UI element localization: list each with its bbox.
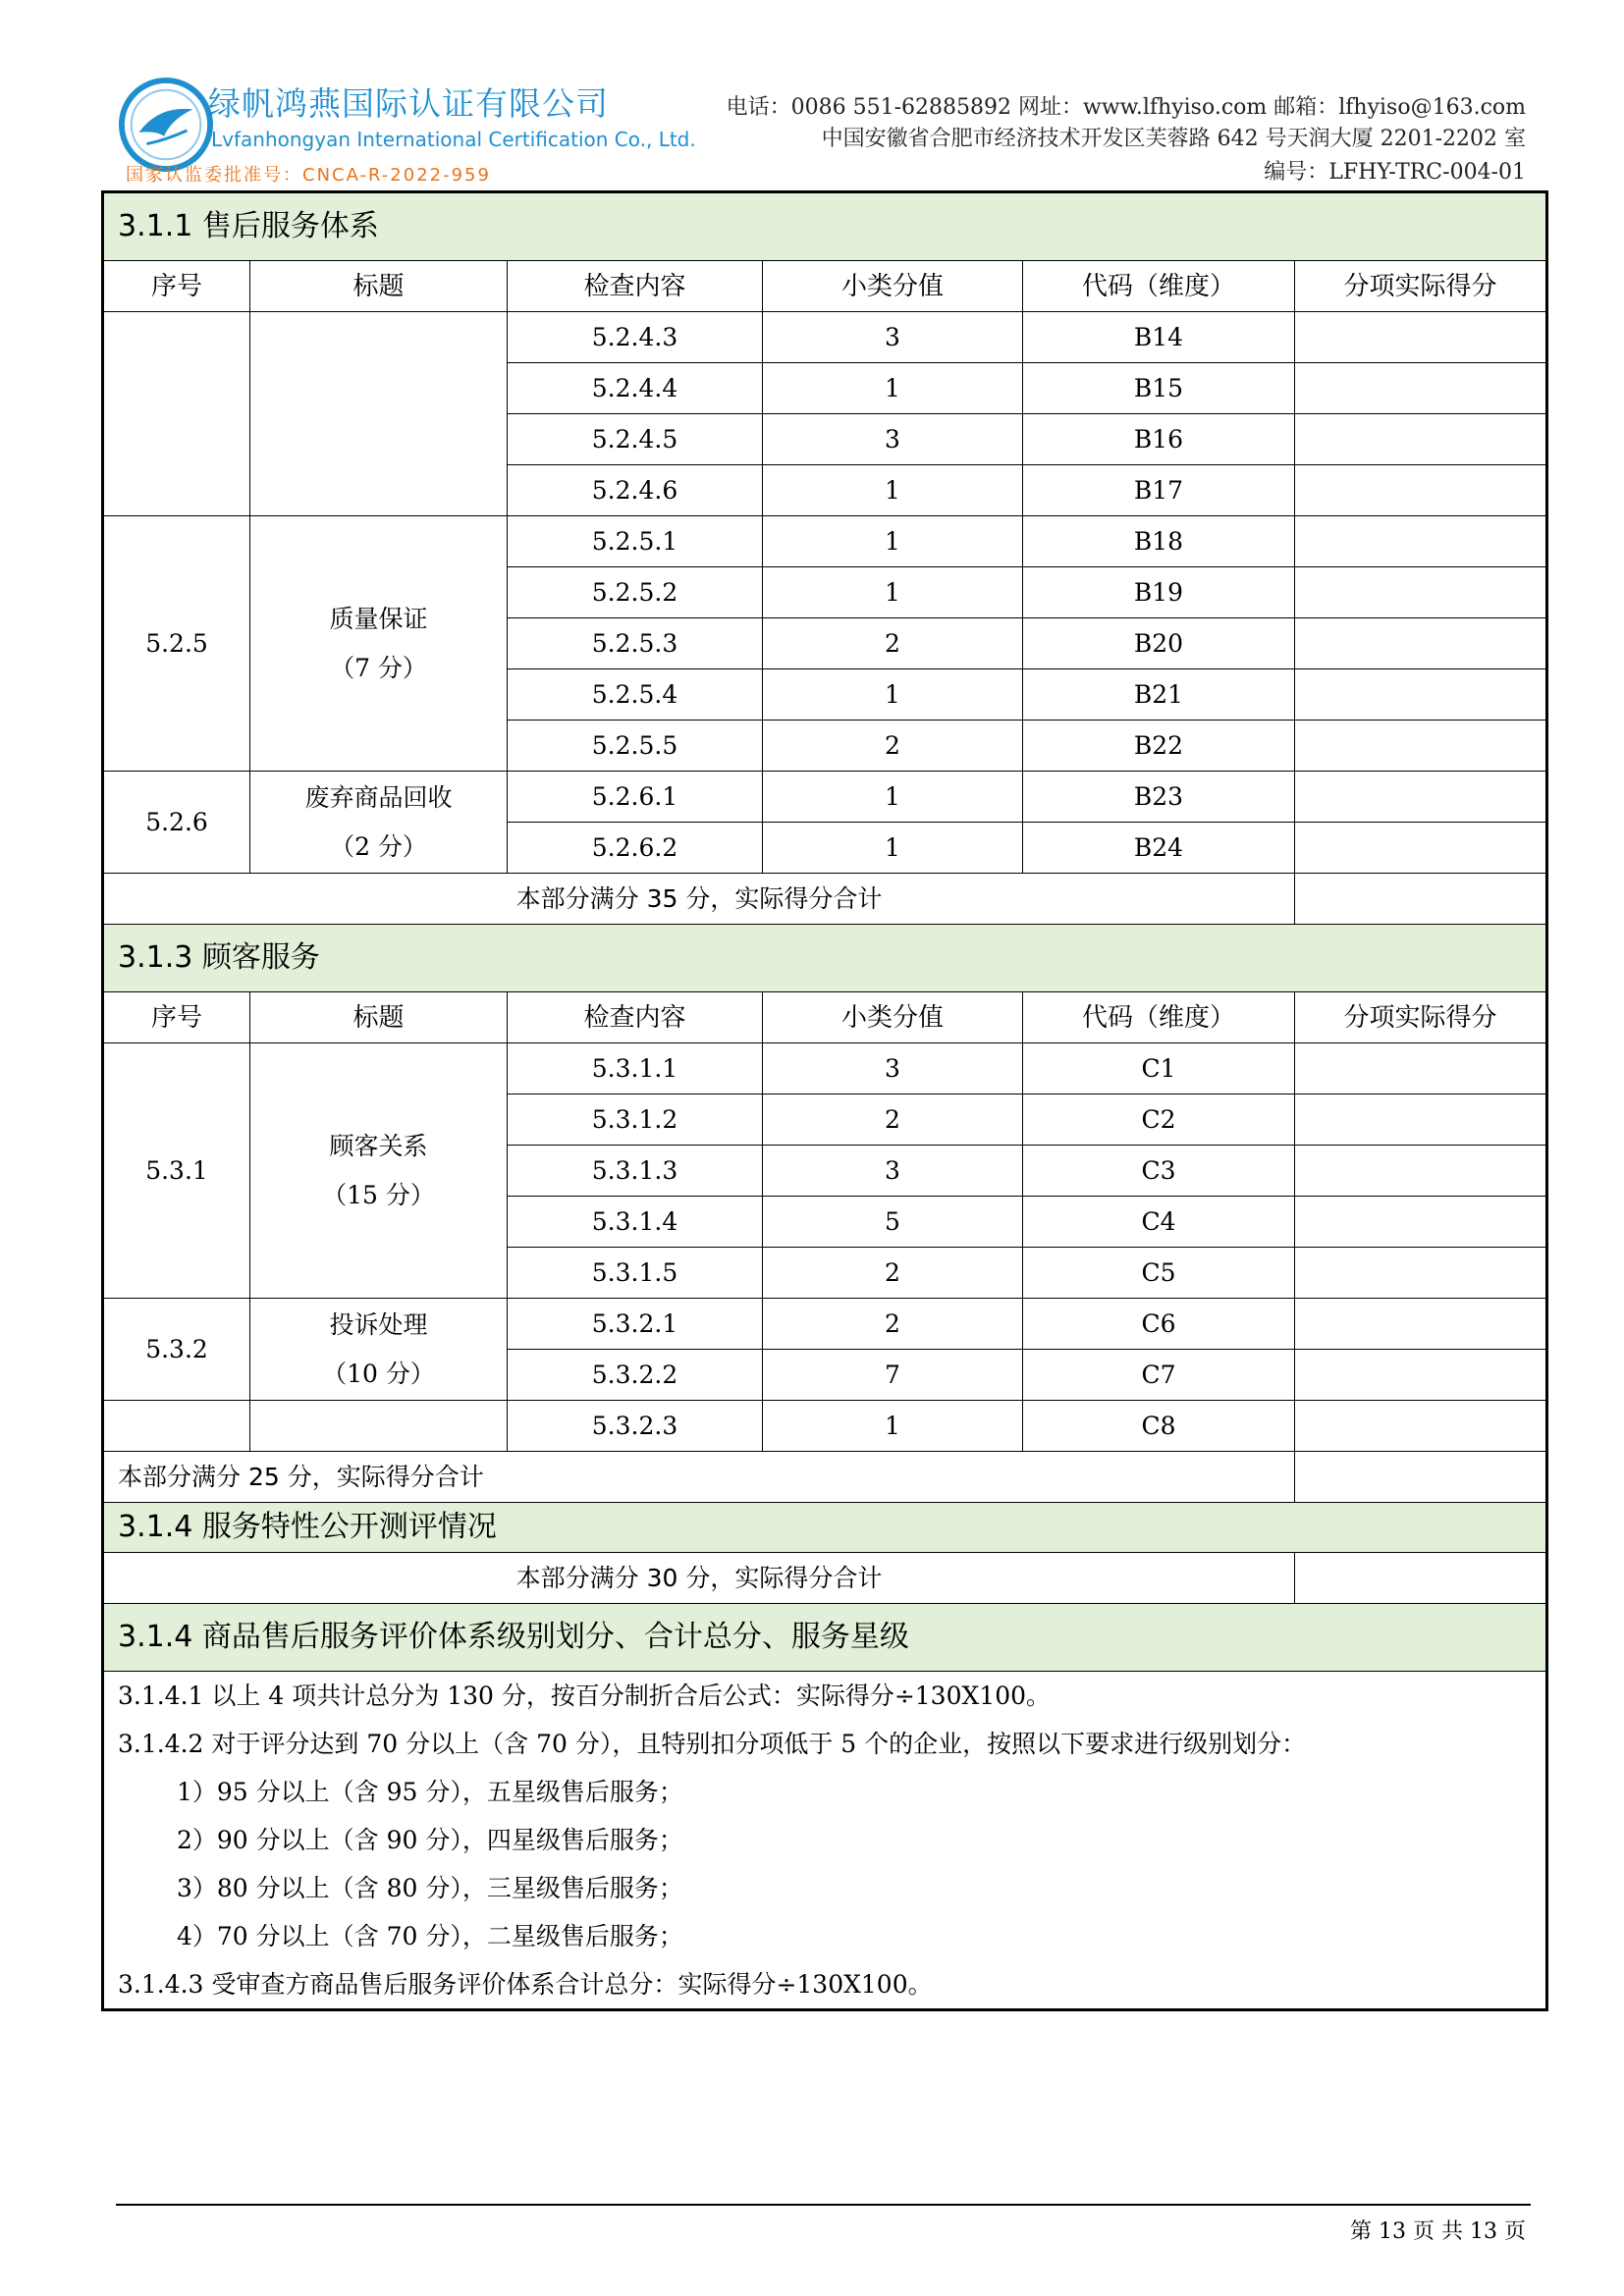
note-row	[103, 1816, 1547, 1864]
check-item: 5.3.2.3	[508, 1401, 763, 1452]
row-title: 质量保证	[329, 604, 428, 633]
row-title: 废弃商品回收	[304, 782, 453, 812]
subtotal-label: 本部分满分 35 分，实际得分合计	[103, 874, 1295, 925]
sub-score: 5	[763, 1197, 1023, 1248]
check-item: 5.2.5.3	[508, 618, 763, 669]
row-points: （15 分）	[322, 1180, 435, 1209]
section-title: 3.1.4 服务特性公开测评情况	[103, 1503, 1547, 1553]
dimension-code: C2	[1023, 1095, 1295, 1146]
dimension-code: C3	[1023, 1146, 1295, 1197]
actual-score-cell[interactable]	[1295, 414, 1547, 465]
page-number: 第 13 页 共 13 页	[1350, 2219, 1526, 2244]
company-logo	[118, 77, 214, 173]
check-item: 5.3.1.4	[508, 1197, 763, 1248]
actual-score-cell[interactable]	[1295, 772, 1547, 823]
dimension-code: C5	[1023, 1248, 1295, 1299]
formula-paragraph: 3.1.4.1 以上 4 项共计总分为 130 分，按百分制折合后公式：实际得分÷130X100。	[103, 1672, 1547, 1721]
check-item: 5.2.5.5	[508, 721, 763, 772]
subtotal-row	[103, 874, 1547, 925]
sub-score: 1	[763, 363, 1023, 414]
actual-score-cell[interactable]	[1295, 669, 1547, 721]
page-header	[0, 0, 1624, 191]
row-points: （10 分）	[322, 1359, 435, 1388]
dimension-code: B21	[1023, 669, 1295, 721]
subtotal-row	[103, 1553, 1547, 1604]
evaluation-table	[101, 190, 1548, 2011]
row-number-cell	[103, 312, 250, 516]
note-row	[103, 1768, 1547, 1816]
sub-score: 1	[763, 1401, 1023, 1452]
sub-score: 3	[763, 1043, 1023, 1095]
dimension-code: B14	[1023, 312, 1295, 363]
col-header: 序号	[103, 261, 250, 312]
actual-score-cell[interactable]	[1295, 363, 1547, 414]
dimension-code: C7	[1023, 1350, 1295, 1401]
section-title-row	[103, 1604, 1547, 1672]
table-header-row	[103, 261, 1547, 312]
actual-score-cell[interactable]	[1295, 1146, 1547, 1197]
actual-score-cell[interactable]	[1295, 312, 1547, 363]
dimension-code: B23	[1023, 772, 1295, 823]
col-header: 标题	[250, 992, 508, 1043]
total-score-paragraph	[103, 1960, 1547, 2010]
row-points: （2 分）	[330, 831, 427, 861]
row-title-cell	[250, 1401, 508, 1452]
grading-paragraph: 3.1.4.2 对于评分达到 70 分以上（含 70 分），且特别扣分项低于 5 个的企业，按照以下要求进行级别划分：	[103, 1720, 1547, 1768]
row-number: 5.3.2	[103, 1299, 250, 1401]
company-name-en: Lvfanhongyan International Certification Co., Ltd.	[211, 128, 696, 151]
col-header: 分项实际得分	[1295, 261, 1547, 312]
check-item: 5.2.5.2	[508, 567, 763, 618]
sub-score: 3	[763, 1146, 1023, 1197]
actual-score-cell[interactable]	[1295, 1043, 1547, 1095]
sub-score: 1	[763, 567, 1023, 618]
sub-score: 1	[763, 669, 1023, 721]
sub-score: 2	[763, 1299, 1023, 1350]
check-item: 5.2.6.1	[508, 772, 763, 823]
dimension-code: B24	[1023, 823, 1295, 874]
dimension-code: B20	[1023, 618, 1295, 669]
row-number: 5.3.1	[103, 1043, 250, 1299]
company-name-cn: 绿帆鸿燕国际认证有限公司	[208, 84, 609, 123]
subtotal-score-cell[interactable]	[1295, 1452, 1547, 1503]
actual-score-cell[interactable]	[1295, 721, 1547, 772]
note-row	[103, 1672, 1547, 1721]
col-header: 小类分值	[763, 992, 1023, 1043]
contact-line: 电话：0086 551-62885892 网址：www.lfhyiso.com 邮箱：lfhyiso@163.com	[726, 95, 1526, 120]
subtotal-row	[103, 1452, 1547, 1503]
row-title-cell	[250, 1043, 508, 1299]
actual-score-cell[interactable]	[1295, 1401, 1547, 1452]
note-row	[103, 1960, 1547, 2010]
document-code: 编号：LFHY-TRC-004-01	[1264, 160, 1526, 185]
section-title-row	[103, 192, 1547, 261]
table-row	[103, 312, 1547, 363]
col-header: 小类分值	[763, 261, 1023, 312]
col-header: 代码（维度）	[1023, 992, 1295, 1043]
check-item: 5.2.4.6	[508, 465, 763, 516]
row-points: （7 分）	[330, 653, 427, 682]
dimension-code: B18	[1023, 516, 1295, 567]
subtotal-score-cell[interactable]	[1295, 874, 1547, 925]
table-row	[103, 1299, 1547, 1350]
footer-divider	[116, 2204, 1531, 2206]
subtotal-label: 本部分满分 25 分，实际得分合计	[103, 1452, 1295, 1503]
dimension-code: B19	[1023, 567, 1295, 618]
section-title: 3.1.4 商品售后服务评价体系级别划分、合计总分、服务星级	[103, 1604, 1547, 1672]
actual-score-cell[interactable]	[1295, 465, 1547, 516]
row-title-cell	[250, 312, 508, 516]
dimension-code: C6	[1023, 1299, 1295, 1350]
table-row	[103, 1401, 1547, 1452]
col-header: 检查内容	[508, 992, 763, 1043]
check-item: 5.2.4.4	[508, 363, 763, 414]
sub-score: 1	[763, 465, 1023, 516]
sub-score: 2	[763, 721, 1023, 772]
sub-score: 3	[763, 414, 1023, 465]
dimension-code: C4	[1023, 1197, 1295, 1248]
section-title: 3.1.1 售后服务体系	[103, 192, 1547, 261]
grade-level-item: 4）70 分以上（含 70 分），二星级售后服务；	[103, 1912, 1547, 1960]
table-header-row	[103, 992, 1547, 1043]
subtotal-label: 本部分满分 30 分，实际得分合计	[103, 1553, 1295, 1604]
row-number-cell	[103, 1401, 250, 1452]
note-row	[103, 1864, 1547, 1912]
actual-score-cell[interactable]	[1295, 1350, 1547, 1401]
grade-level-item: 3）80 分以上（含 80 分），三星级售后服务；	[103, 1864, 1547, 1912]
sub-score: 7	[763, 1350, 1023, 1401]
actual-score-cell[interactable]	[1295, 567, 1547, 618]
row-title-cell	[250, 772, 508, 874]
sub-score: 2	[763, 1095, 1023, 1146]
check-item: 5.3.1.3	[508, 1146, 763, 1197]
check-item: 5.2.4.3	[508, 312, 763, 363]
sub-score: 1	[763, 772, 1023, 823]
dimension-code: B22	[1023, 721, 1295, 772]
row-number: 5.2.6	[103, 772, 250, 874]
check-item: 5.2.5.4	[508, 669, 763, 721]
row-title: 顾客关系	[329, 1131, 428, 1160]
section-title: 3.1.3 顾客服务	[103, 925, 1547, 992]
check-item: 5.3.1.2	[508, 1095, 763, 1146]
check-item: 5.2.4.5	[508, 414, 763, 465]
dimension-code: B15	[1023, 363, 1295, 414]
check-item: 5.3.2.1	[508, 1299, 763, 1350]
col-header: 代码（维度）	[1023, 261, 1295, 312]
note-row	[103, 1720, 1547, 1768]
sub-score: 2	[763, 618, 1023, 669]
approval-number: 国家认监委批准号：CNCA-R-2022-959	[126, 165, 491, 186]
actual-score-cell[interactable]	[1295, 823, 1547, 874]
col-header: 检查内容	[508, 261, 763, 312]
grade-level-item: 2）90 分以上（含 90 分），四星级售后服务；	[103, 1816, 1547, 1864]
row-title: 投诉处理	[329, 1309, 428, 1339]
table-row	[103, 516, 1547, 567]
address-line: 中国安徽省合肥市经济技术开发区芙蓉路 642 号天润大厦 2201-2202 室	[821, 127, 1526, 151]
sub-score: 3	[763, 312, 1023, 363]
actual-score-cell[interactable]	[1295, 516, 1547, 567]
col-header: 分项实际得分	[1295, 992, 1547, 1043]
dimension-code: C8	[1023, 1401, 1295, 1452]
section-title-row	[103, 1503, 1547, 1553]
row-title-cell	[250, 1299, 508, 1401]
total-score-label: 受审查方商品售后服务评价体系合计总分：	[211, 1969, 678, 1999]
row-title-cell	[250, 516, 508, 772]
actual-score-cell[interactable]	[1295, 1299, 1547, 1350]
actual-score-cell[interactable]	[1295, 1248, 1547, 1299]
check-item: 5.3.2.2	[508, 1350, 763, 1401]
col-header: 标题	[250, 261, 508, 312]
dimension-code: C1	[1023, 1043, 1295, 1095]
actual-score-cell[interactable]	[1295, 1095, 1547, 1146]
table-row	[103, 772, 1547, 823]
sub-score: 1	[763, 516, 1023, 567]
dimension-code: B17	[1023, 465, 1295, 516]
total-score-formula: 实际得分÷130X100。	[677, 1969, 933, 1999]
check-item: 5.2.5.1	[508, 516, 763, 567]
col-header: 序号	[103, 992, 250, 1043]
sub-score: 1	[763, 823, 1023, 874]
check-item: 5.3.1.1	[508, 1043, 763, 1095]
actual-score-cell[interactable]	[1295, 618, 1547, 669]
dimension-code: B16	[1023, 414, 1295, 465]
check-item: 5.2.6.2	[508, 823, 763, 874]
paragraph-number: 3.1.4.3	[118, 1969, 204, 1999]
row-number: 5.2.5	[103, 516, 250, 772]
note-row	[103, 1912, 1547, 1960]
subtotal-score-cell[interactable]	[1295, 1553, 1547, 1604]
actual-score-cell[interactable]	[1295, 1197, 1547, 1248]
sub-score: 2	[763, 1248, 1023, 1299]
table-row	[103, 1043, 1547, 1095]
section-title-row	[103, 925, 1547, 992]
grade-level-item: 1）95 分以上（含 95 分），五星级售后服务；	[103, 1768, 1547, 1816]
check-item: 5.3.1.5	[508, 1248, 763, 1299]
